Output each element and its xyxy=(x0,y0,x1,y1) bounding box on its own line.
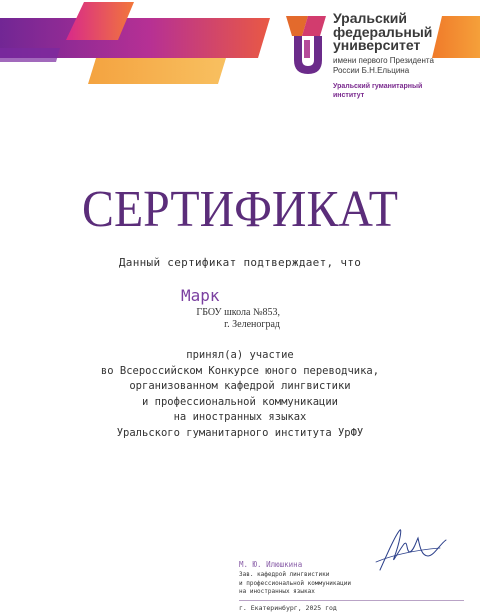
body-line: Уральского гуманитарного института УрФУ xyxy=(116,426,364,439)
signatory-position xyxy=(239,571,439,597)
university-subtitle xyxy=(333,56,478,75)
recipient-school xyxy=(180,307,280,331)
body-line: во Всероссийском Конкурсе юного переводчика, xyxy=(100,364,380,377)
certificate-title: СЕРТИФИКАТ xyxy=(82,181,398,238)
institute-name-line: Уральский гуманитарный xyxy=(333,83,423,90)
school-line: ГБОУ школа №853, xyxy=(196,307,280,318)
certificate-body xyxy=(0,348,480,441)
university-name-line: университет xyxy=(333,37,421,53)
body-line: на иностранных языках xyxy=(173,411,307,423)
position-line: и профессиональной коммуникации xyxy=(239,579,351,587)
urfu-logo-icon xyxy=(286,14,326,78)
university-name xyxy=(333,12,478,53)
confirm-text: Данный сертификат подтверждает, что xyxy=(118,256,362,269)
university-subtitle-line: России Б.Н.Ельцина xyxy=(333,65,410,75)
recipient-name: Марк xyxy=(181,286,220,305)
university-subtitle-line: имени первого Президента xyxy=(333,56,434,65)
position-line: на иностранных языках xyxy=(239,588,315,595)
body-line: принял(а) участие xyxy=(186,349,294,361)
position-line: Зав. кафедрой лингвистики xyxy=(239,571,330,578)
place-date: г. Екатеринбург, 2025 год xyxy=(239,604,337,612)
institute-name-line: институт xyxy=(333,92,365,99)
university-name-line: Уральский xyxy=(333,10,408,26)
school-line: г. Зеленоград xyxy=(224,319,280,330)
body-line: организованном кафедрой лингвистики xyxy=(129,380,351,392)
university-name-line: федеральный xyxy=(333,23,433,40)
footer-divider xyxy=(239,600,464,601)
body-line: и профессиональной коммуникации xyxy=(142,395,338,408)
signatory-name: М. Ю. Илюшкина xyxy=(239,560,303,569)
institute-name xyxy=(333,82,478,100)
